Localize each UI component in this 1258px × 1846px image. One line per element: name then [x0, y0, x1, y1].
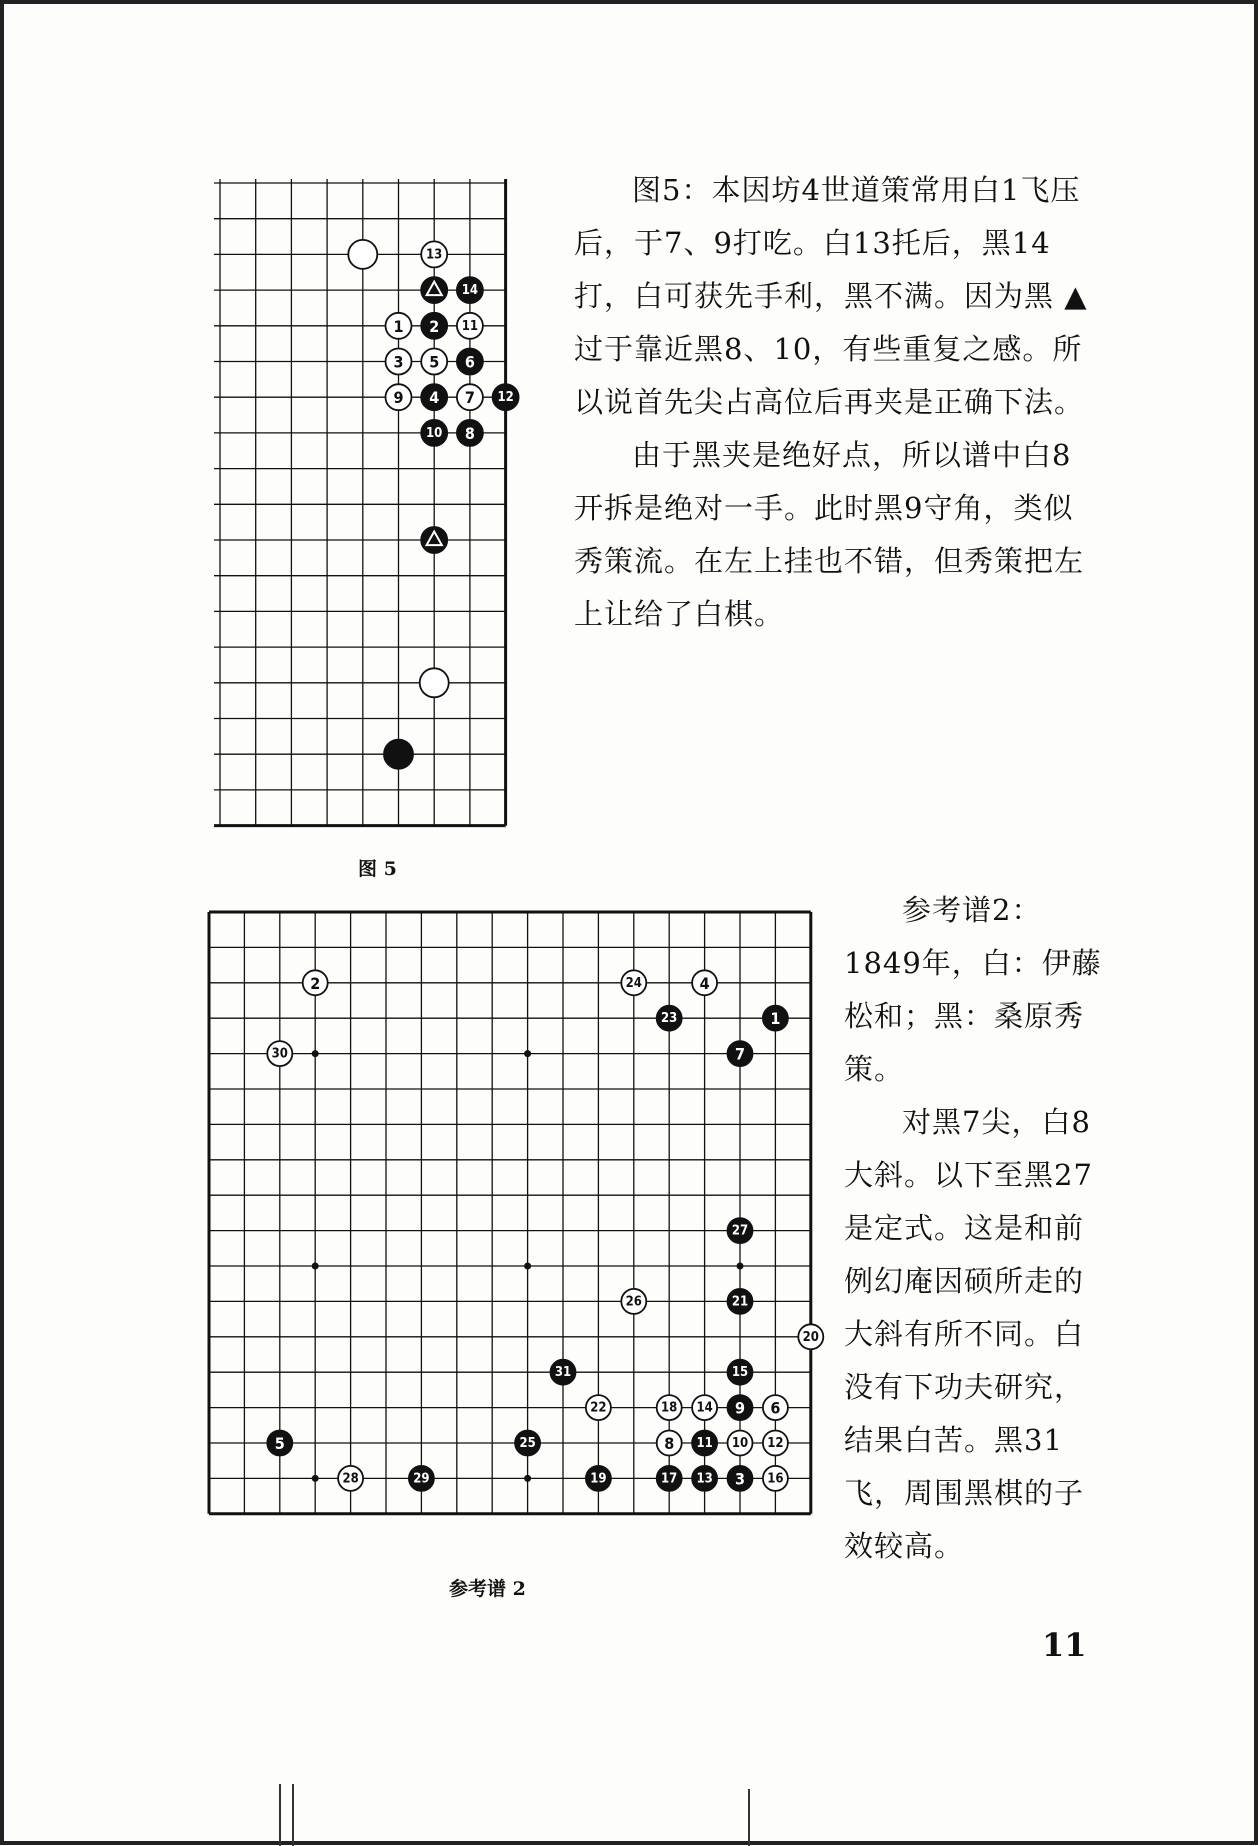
figure5-stone-white-11: [457, 313, 483, 339]
svg-text:2: 2: [429, 316, 440, 336]
reference2-star-point: [524, 1263, 531, 1270]
reference2-stone-black-1: [763, 1006, 788, 1031]
svg-text:3: 3: [393, 352, 404, 372]
reference2-stone-white-10: [728, 1431, 753, 1456]
svg-text:16: 16: [767, 1471, 784, 1487]
reference2-star-point: [737, 1263, 744, 1270]
figure5-stone-white-9: [386, 384, 412, 410]
reference2-stone-black-11: [692, 1431, 717, 1456]
reference2-stone-black-13: [692, 1466, 717, 1491]
figure5-paragraph-2: 由于黑夹是绝好点，所以谱中白8开拆是绝对一手。此时黑9守角，类似秀策流。在左上挂也不错，但秀策把左上让给了白棋。: [574, 438, 1085, 631]
figure5-stone-white-5: [421, 349, 447, 375]
svg-text:31: 31: [554, 1365, 572, 1381]
figure5-text: [574, 164, 1099, 641]
scan-edge-line: [748, 1789, 750, 1846]
reference2-stone-white-20: [798, 1324, 823, 1349]
reference2-stone-white-28: [338, 1466, 363, 1491]
svg-text:10: 10: [426, 425, 443, 441]
figure5-caption: 图 5: [358, 858, 397, 880]
figure5-paragraph-1: 图5：本因坊4世道策常用白1飞压后，于7、9打吃。白13托后，黑14打，白可获先手利，黑不满。因为黑 ▲ 过于靠近黑8、10，有些重复之感。所以说首先尖占高位后再夹是正确下法。: [574, 173, 1088, 419]
svg-text:17: 17: [661, 1471, 678, 1487]
figure5-stone-black-▲: [421, 527, 447, 553]
svg-text:7: 7: [464, 388, 475, 408]
svg-text:3: 3: [734, 1469, 746, 1489]
svg-text:13: 13: [426, 247, 443, 263]
reference2-stone-white-6: [763, 1395, 788, 1420]
reference2-text: [844, 884, 1104, 1573]
svg-text:14: 14: [461, 283, 479, 299]
svg-text:18: 18: [661, 1400, 678, 1416]
svg-text:1: 1: [770, 1009, 781, 1029]
reference2-stone-black-19: [586, 1466, 611, 1491]
svg-text:22: 22: [590, 1400, 607, 1416]
reference2-stone-black-9: [728, 1395, 753, 1420]
reference2-stone-black-29: [409, 1466, 434, 1491]
figure5-stone-black-▲: [421, 277, 447, 303]
reference2-stone-black-15: [728, 1360, 753, 1385]
reference2-stone-white-16: [763, 1466, 788, 1491]
reference2-stone-white-22: [586, 1395, 611, 1420]
figure5-stone-black-10: [421, 420, 447, 446]
scan-edge-line: [279, 1784, 281, 1846]
svg-text:10: 10: [731, 1436, 749, 1451]
reference2-star-point: [312, 1050, 319, 1057]
figure5-stone-black-8: [457, 420, 483, 446]
svg-text:4: 4: [429, 388, 440, 408]
svg-text:29: 29: [413, 1471, 430, 1487]
reference2-star-point: [312, 1475, 319, 1482]
svg-text:20: 20: [802, 1329, 819, 1345]
reference2-stone-white-18: [657, 1395, 682, 1420]
reference2-stone-white-4: [692, 970, 717, 995]
reference2-go-board: [194, 902, 844, 1557]
reference2-stone-white-26: [621, 1289, 646, 1314]
svg-text:1: 1: [393, 316, 404, 336]
svg-text:5: 5: [429, 352, 440, 372]
figure5-stone-black-4: [421, 384, 447, 410]
figure5-go-board: [214, 179, 544, 834]
reference2-caption: 参考谱 2: [449, 1578, 526, 1600]
reference2-stone-white-8: [657, 1431, 682, 1456]
svg-text:11: 11: [696, 1436, 713, 1451]
figure5-stone-white-7: [457, 384, 483, 410]
reference2-stone-black-7: [728, 1041, 753, 1066]
reference2-stone-black-23: [657, 1006, 682, 1031]
reference2-star-point: [524, 1050, 531, 1057]
reference2-stone-white-14: [692, 1395, 717, 1420]
svg-text:23: 23: [661, 1011, 678, 1027]
figure5-stone-white: [348, 240, 377, 269]
svg-text:4: 4: [699, 973, 710, 993]
svg-text:19: 19: [590, 1471, 607, 1487]
svg-text:8: 8: [664, 1434, 675, 1453]
reference2-stone-black-25: [515, 1431, 540, 1456]
reference2-star-point: [524, 1475, 531, 1482]
reference2-stone-black-17: [657, 1466, 682, 1491]
svg-text:6: 6: [464, 352, 475, 372]
svg-text:14: 14: [696, 1400, 713, 1416]
svg-text:5: 5: [274, 1434, 285, 1453]
reference2-stone-white-12: [763, 1431, 788, 1456]
svg-text:25: 25: [519, 1436, 536, 1451]
reference2-stone-black-5: [267, 1431, 292, 1456]
svg-text:6: 6: [770, 1398, 781, 1418]
figure5-stone-black: [384, 740, 413, 769]
figure5-stone-black-12: [493, 384, 519, 410]
reference2-stone-black-21: [728, 1289, 753, 1314]
reference2-stone-black-31: [551, 1360, 576, 1385]
svg-text:26: 26: [625, 1294, 642, 1310]
figure5-stone-white-13: [421, 241, 447, 267]
reference2-star-point: [312, 1263, 319, 1270]
reference2-stone-black-27: [728, 1218, 753, 1243]
svg-text:13: 13: [696, 1471, 713, 1487]
reference2-stone-black-3: [728, 1466, 753, 1491]
figure5-stone-white-1: [386, 313, 412, 339]
reference2-stone-white-30: [267, 1041, 292, 1066]
svg-text:12: 12: [767, 1436, 784, 1451]
reference2-stone-white-2: [303, 970, 328, 995]
svg-text:21: 21: [731, 1294, 749, 1310]
figure5-stone-white: [420, 668, 449, 697]
svg-text:15: 15: [731, 1365, 749, 1381]
svg-text:27: 27: [731, 1223, 749, 1239]
svg-text:12: 12: [497, 390, 514, 406]
figure5-stone-black-6: [457, 349, 483, 375]
svg-text:2: 2: [310, 973, 321, 993]
figure5-stone-black-14: [457, 277, 483, 303]
svg-text:30: 30: [271, 1046, 288, 1062]
scan-edge-line: [292, 1784, 294, 1846]
reference2-paragraph-1: 参考谱2：1849年，白：伊藤松和；黑：桑原秀策。: [844, 893, 1102, 1086]
figure5-stone-white-3: [386, 349, 412, 375]
svg-text:11: 11: [461, 318, 479, 334]
svg-text:9: 9: [734, 1398, 746, 1418]
svg-text:9: 9: [393, 388, 404, 408]
svg-text:8: 8: [464, 423, 475, 443]
reference2-paragraph-2: 对黑7尖，白8大斜。以下至黑27是定式。这是和前例幻庵因硕所走的大斜有所不同。白没有下功夫研究，结果白苦。黑31飞，周围黑棋的子效较高。: [844, 1105, 1093, 1563]
reference2-stone-white-24: [621, 970, 646, 995]
svg-text:24: 24: [625, 975, 642, 991]
svg-text:7: 7: [734, 1044, 746, 1064]
figure5-stone-black-2: [421, 313, 447, 339]
svg-text:28: 28: [342, 1471, 359, 1487]
page-number: 11: [1042, 1626, 1087, 1664]
